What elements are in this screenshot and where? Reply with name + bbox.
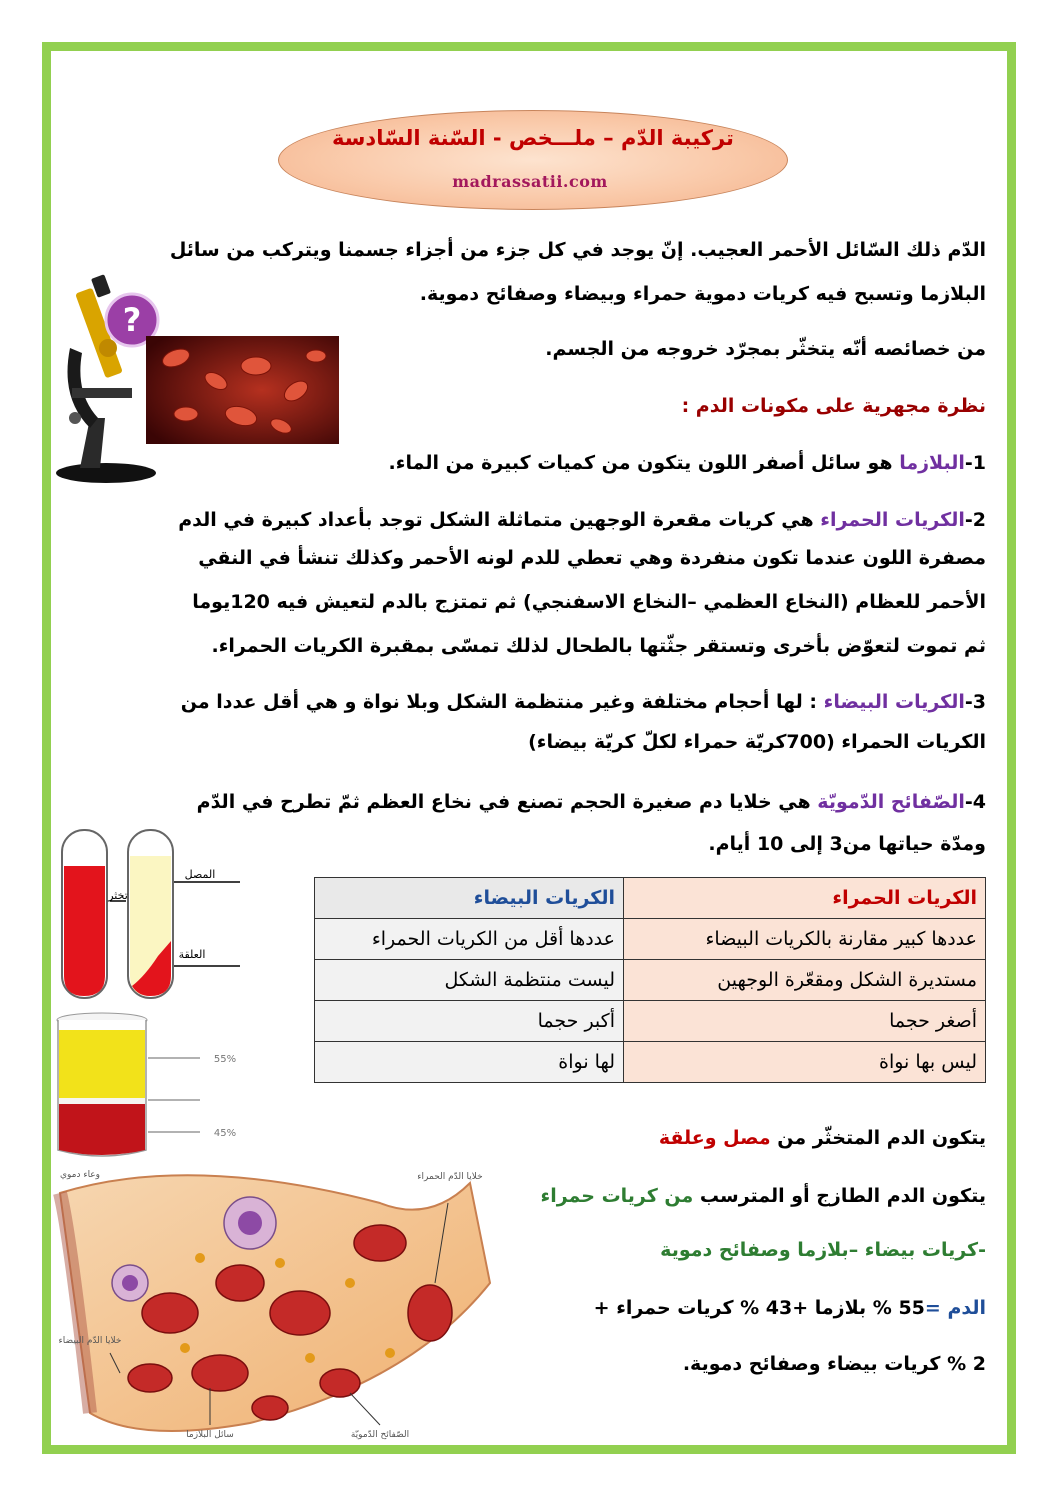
title-banner [278, 110, 788, 210]
summary-text: يتكون الدم الطازج أو المترسب [693, 1185, 986, 1207]
item-red-cells-line-2: مصفرة اللون عندما تكون منفردة وهي تعطي للدم لونه الأحمر وكذلك تنشأ في النقي [198, 547, 986, 569]
red-cells-label: خلايا الدّم الحمراء [417, 1172, 483, 1182]
item-number: 2- [964, 509, 986, 531]
clotting-label: تخثر [108, 889, 128, 902]
table-cell: عددها أقل من الكريات الحمراء [315, 919, 624, 960]
clot-label: العلقة [178, 948, 206, 961]
intro-line-3: من خصائصه أنّه يتخثّر بمجرّد خروجه من الجسم. [545, 338, 986, 360]
site-watermark: madrassatii.com [452, 172, 608, 191]
vessel-wall-label: وعاء دموي [59, 1170, 101, 1180]
term-red-cells: الكريات الحمراء [820, 509, 965, 531]
summary-highlight: الدم = [924, 1297, 986, 1319]
blood-layers-tube-figure [50, 1010, 300, 1162]
summary-highlight: مصل وعلقة [658, 1127, 771, 1149]
plasma-percent-label: 55% [213, 1054, 237, 1065]
table-cell: أكبر حجما [315, 1001, 624, 1042]
item-plasma [336, 445, 986, 481]
table-header-red: الكريات الحمراء [624, 878, 986, 919]
summary-text: 55 % بلازما +43 % كريات حمراء + [593, 1297, 925, 1319]
item-red-cells-line-3: الأحمر للعظام (النخاع العظمي –النخاع الاسفنجي) ثم تمتزج بالدم لتعيش فيه 120يوما [192, 591, 986, 613]
table-row [315, 1001, 986, 1042]
item-number: 1- [964, 452, 986, 474]
summary-line-4 [486, 1290, 986, 1326]
item-text: هو سائل أصفر اللون يتكون من كميات كبيرة من الماء. [388, 452, 900, 474]
item-red-cells [66, 502, 986, 538]
summary-highlight: من كريات حمراء [540, 1185, 694, 1207]
comparison-table [314, 877, 986, 1083]
svg-text:?: ? [122, 301, 142, 339]
summary-line-1 [486, 1120, 986, 1156]
item-text: هي خلايا دم صغيرة الحجم تصنع في نخاع العظم ثمّ تطرح في الدّم [196, 791, 818, 813]
summary-text: يتكون الدم المتخثّر من [770, 1127, 986, 1149]
blood-vessel-illustration [50, 1163, 500, 1447]
table-header-white: الكريات البيضاء [315, 878, 624, 919]
summary-line-5: 2 % كريات بيضاء وصفائح دموية. [682, 1353, 986, 1375]
item-text: هي كريات مقعرة الوجهين متماثلة الشكل توجد بأعداد كبيرة في الدم [178, 509, 821, 531]
table-row [315, 919, 986, 960]
table-row [315, 1042, 986, 1083]
page-title: تركيبة الدّم – ملـــخص - السّنة السّادسة [332, 126, 734, 150]
table-row [315, 960, 986, 1001]
summary-line-2 [486, 1178, 986, 1214]
table-header-row [315, 878, 986, 919]
term-plasma: البلازما [899, 452, 965, 474]
term-white-cells: الكريات البيضاء [823, 691, 965, 713]
item-red-cells-line-4: ثم تموت لتعوّض بأخرى وتستقر جثّتها بالطحال لذلك تمسّى بمقبرة الكريات الحمراء. [211, 635, 986, 657]
table-cell: ليست منتظمة الشكل [315, 960, 624, 1001]
item-platelets [66, 784, 986, 820]
section-title: نظرة مجهرية على مكونات الدم : [681, 395, 986, 417]
table-cell: عددها كبير مقارنة بالكريات البيضاء [624, 919, 986, 960]
table-cell: مستديرة الشكل ومقعّرة الوجهين [624, 960, 986, 1001]
serum-label: المصل [184, 868, 216, 881]
intro-line-2: البلازما وتسبح فيه كريات دموية حمراء وبيضاء وصفائح دموية. [419, 283, 986, 305]
table-cell: ليس بها نواة [624, 1042, 986, 1083]
item-number: 3- [964, 691, 986, 713]
red-blood-cells-photo [146, 336, 339, 444]
item-text: : لها أحجام مختلفة وغير منتظمة الشكل وبلا نواة و هي أقل عددا من [180, 691, 824, 713]
intro-line-1: الدّم ذلك السّائل الأحمر العجيب. إنّ يوجد في كل جزء من أجزاء جسمنا ويتركب من سائل [169, 239, 986, 261]
platelets-label: الصّفائح الدّمويّة [350, 1430, 410, 1440]
table-cell: لها نواة [315, 1042, 624, 1083]
plasma-fluid-label: سائل البلازما [186, 1430, 234, 1440]
summary-line-3: -كريات بيضاء –بلازما وصفائح دموية [660, 1239, 986, 1261]
item-white-cells [66, 684, 986, 720]
item-number: 4- [964, 791, 986, 813]
white-cells-label: خلايا الدّم البيضاء [58, 1336, 122, 1346]
item-platelets-line-2: ومدّة حياتها من3 إلى 10 أيام. [708, 833, 986, 855]
item-white-cells-line-2: الكريات الحمراء (700كريّة حمراء لكلّ كريّة بيضاء) [528, 731, 986, 753]
table-cell: أصغر حجما [624, 1001, 986, 1042]
test-tubes-clotting-figure [50, 826, 250, 1008]
red-percent-label: 45% [213, 1128, 237, 1139]
term-platelets: الصّفائح الدّمويّة [817, 791, 965, 813]
